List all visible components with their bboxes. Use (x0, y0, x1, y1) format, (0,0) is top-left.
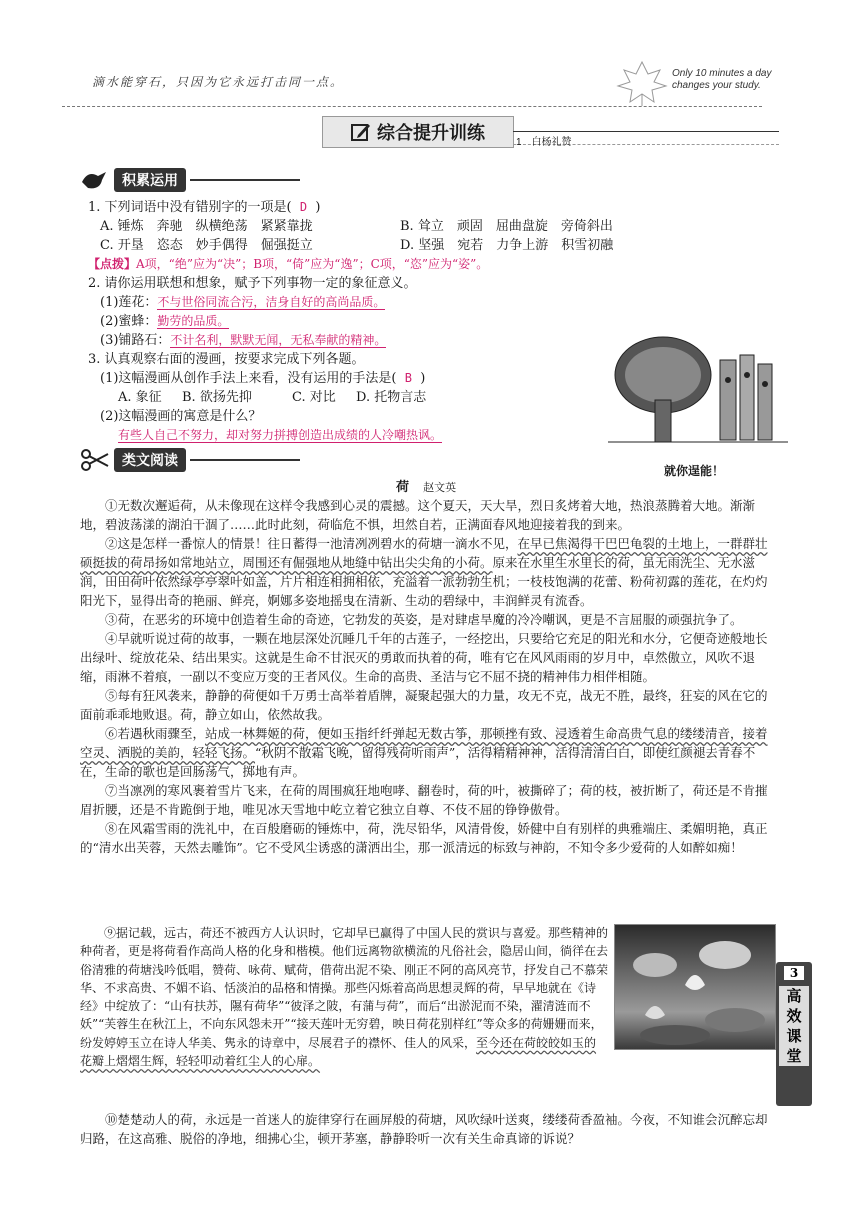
q3-sub2-answer: 有些人自己不努力，却对努力拼搏创造出成绩的人冷嘲热讽。 (118, 428, 443, 442)
cartoon-caption: 就你逞能！ (664, 464, 725, 478)
article-title: 荷 (396, 480, 410, 495)
banner-title: 综合提升训练 (377, 123, 485, 144)
q1-tip: 【点拨】A项，“绝”应为“决”；B项，“倚”应为“逸”；C项，“恣”应为“姿”。 (88, 257, 489, 271)
paragraph-4: ④早就听说过荷的故事，一颗在地层深处沉睡几千年的古莲子，一经挖出，只要给它充足的阳光和水分，它便奇迹般地长出绿叶、绽放花朵、结出果实。这就是生命不甘泯灭的勇敢而执着的荷，唯有它在风风雨雨的岁月中，卓然傲立，风吹不退缩，雨淋不着痕，一副以不变应万变的王者风仪。生命的高贵、圣洁与它不屈不挠的精神伟力相伴相随。 (80, 631, 768, 684)
section-accumulate-label: 积累运用 (114, 168, 186, 192)
pencil-icon (351, 122, 371, 142)
paragraph-9: ⑨据记载，远古，荷还不被西方人认识时，它却早已赢得了中国人民的赏识与喜爱。那些精神的种荷者，更是将荷看作高尚人格的化身和楷模。他们远离物欲横流的凡俗社会，隐居山间，徜徉在去俗清雅的荷塘浅吟低唱，赞荷、咏荷、赋荷，借荷出泥不染、刚正不阿的高风亮节，抒发自己不慕荣华、不求高贵、不媚不谄、恬淡泊的品格和情操。那些闪烁着高尚思想灵辉的荷，早早地就在《诗经》中绽放了：“山有扶苏，隰有荷华”“彼泽之陂，有蒲与荷”，而后“出淤泥而不染，濯清涟而不妖”“芙蓉生在秋江上，不向东风怨未开”“接天莲叶无穷碧，映日荷花别样红”等众多的荷姗姗而来，纷发婷婷玉立在诗人华美、隽永的诗章中，尽展君子的襟怀、佳人的风采，至今还在荷皎皎如玉的花瓣上熠熠生辉，轻轻叩动着红尘人的心扉。 (80, 926, 609, 1069)
paragraph-3: ③荷，在恶劣的环境中创造着生命的奇迹，它勃发的英姿，是对肆虐旱魔的冷冷嘲讽，更是不言屈服的顽强抗争了。 (105, 612, 743, 627)
paragraph-10: ⑩楚楚动人的荷，永远是一首迷人的旋律穿行在画屏般的荷塘，风吹绿叶送爽，缕缕荷香盈袖。今夜，不知谁会沉醉忘却归路，在这高雅、脱俗的净地，细拂心尘，顿开茅塞，静静聆听一次有关生命真谛的诉说？ (80, 1112, 768, 1146)
question-2: 2. 请你运用联想和想象，赋予下列事物一定的象征意义。 (1)莲花：不与世俗同流合污，洁身自好的高尚品质。 (2)蜜蜂：勤劳的品质。 (3)铺路石：不计名利，默默无闻，无私奉献的精神。 (88, 274, 608, 350)
maple-leaf-icon (612, 58, 672, 108)
paragraph-1: ①无数次邂逅荷，从未像现在这样令我感到心灵的震撼。这个夏天，天大旱，烈日炙烤着大地，热浪蒸腾着大地。渐渐地，碧波荡漾的湖泊干涸了……此时此刻，荷临危不惧，坦然自若，正满面春风地迎接着我的到来。 (80, 498, 756, 532)
lotus-photo (614, 924, 776, 1050)
q1-option-d: D. 坚强 宛若 力争上游 积雪初融 (400, 238, 614, 253)
section-accumulate-header (80, 168, 300, 192)
unit-label: 1 白杨礼赞 (516, 137, 572, 148)
header-slogan: Only 10 minutes a day changes your study. (672, 68, 772, 91)
paragraph-5: ⑤每有狂风袭来，静静的荷便如千万勇士高举着盾牌，凝聚起强大的力量，攻无不克，战无不胜，最终，狂妄的风在它的面前乖乖地败退。荷，静立如山，依然故我。 (80, 688, 768, 722)
q1-option-a: A. 锤炼 奔驰 纵横绝荡 紧紧靠拢 (100, 219, 313, 234)
q2-item-1: (1)莲花：不与世俗同流合污，洁身自好的高尚品质。 (100, 295, 386, 310)
article-author: 赵文英 (423, 481, 457, 494)
q3-sub1-answer: B (404, 371, 412, 385)
q1-option-b: B. 耸立 顽固 屈曲盘旋 旁倚斜出 (400, 219, 613, 234)
section-reading-label: 类文阅读 (114, 448, 186, 472)
side-tab: 3 高 效 课 堂 (776, 962, 812, 1106)
paragraph-6: ⑥若遇秋雨骤至，站成一林舞姬的荷，便如玉指纤纤弹起无数古筝，那顿挫有致、浸透着生命高贵气息的缕缕清音，接着空灵、洒脱的美韵，轻轻飞扬。“秋阴不散霜飞晚，留得残荷听雨声”，活得精精神神，活得清清白白，即使红颜褪去青春不在，生命的歌也是回肠荡气，掷地有声。 (80, 726, 768, 779)
question-3: 3. 认真观察右面的漫画，按要求完成下列各题。 (1)这幅漫画从创作手法上来看，没有运用的手法是( B ) A. 象征 B. 欲扬先抑 C. 对比 D. 托物言志 (2)这幅漫画的寓意是什么？ 有些人自己不努力，却对努力拼搏创造出成绩的人冷嘲热讽。 (88, 352, 443, 442)
q2-item-2: (2)蜜蜂：勤劳的品质。 (100, 314, 230, 329)
paragraph-2: ②这是怎样一番惊人的情景！往日蓄得一池清冽冽碧水的荷塘一滴水不见，在早已焦渴得干巴巴龟裂的土地上，一群群壮硕挺拔的荷昂扬如常地站立，周围还有倔强地从地缝中钻出尖尖角的小荷。原来在水里生水里长的荷，虽无雨洗尘、无水滋润，田田荷叶依然绿亭亭翠叶如盖，片片相连相拥相依，充溢着一派勃勃生机；一枝枝饱满的花蕾、粉荷初露的莲花，在灼灼阳光下，显得出奇的艳丽、鲜亮，婀娜多姿地摇曳在清新、生动的碧绿中，丰润鲜灵有流香。 (80, 536, 768, 608)
q1-answer: D (299, 200, 308, 214)
article-body-bottom (80, 1110, 776, 1148)
article-body-mid (80, 924, 608, 1070)
q2-item-3: (3)铺路石：不计名利，默默无闻，无私奉献的精神。 (100, 333, 387, 348)
paragraph-7: ⑦当凛冽的寒风裹着雪片飞来，在荷的周围疯狂地咆哮、翻卷时，荷的叶，被撕碎了；荷的枝，被折断了，荷还是不肯摧眉折腰，还是不肯跪倒于地，唯见冰天雪地中屹立着它独立自尊、不伎不屈的铮铮傲骨。 (80, 783, 768, 817)
section-banner (322, 116, 514, 148)
bird-icon (80, 168, 110, 192)
page-number: 3 (784, 966, 804, 980)
header-motto: 滴水能穿石，只因为它永远打击同一点。 (92, 75, 345, 89)
scissors-icon (80, 448, 110, 472)
cartoon-trees-image (608, 330, 788, 450)
article-body-top (80, 496, 776, 857)
section-reading-header (80, 448, 300, 472)
paragraph-8: ⑧在风霜雪雨的洗礼中，在百般磨砺的锤炼中，荷，洗尽铅华，风清骨俊，娇健中自有别样的典雅端庄、柔媚明艳，真正的“清水出芙蓉，天然去雕饰”。它不受风尘诱惑的潇洒出尘，那一派清远的标致与神韵，不知令多少爱荷的人如醉如痴！ (80, 821, 768, 855)
article-header (396, 476, 456, 495)
question-1: 1. 下列词语中没有错别字的一项是( D ) A. 锤炼 奔驰 纵横绝荡 紧紧靠拢 B. 耸立 顽固 屈曲盘旋 旁倚斜出 C. 开垦 恣态 妙手偶得 倔强挺立 D. 坚强 宛若 力争上游 积雪初融 【点拨】A项，“绝”应为“决”；B项，“倚”应为“逸”；C项，“恣”应为“姿”。 (88, 198, 648, 274)
q1-option-c: C. 开垦 恣态 妙手偶得 倔强挺立 (100, 238, 313, 253)
